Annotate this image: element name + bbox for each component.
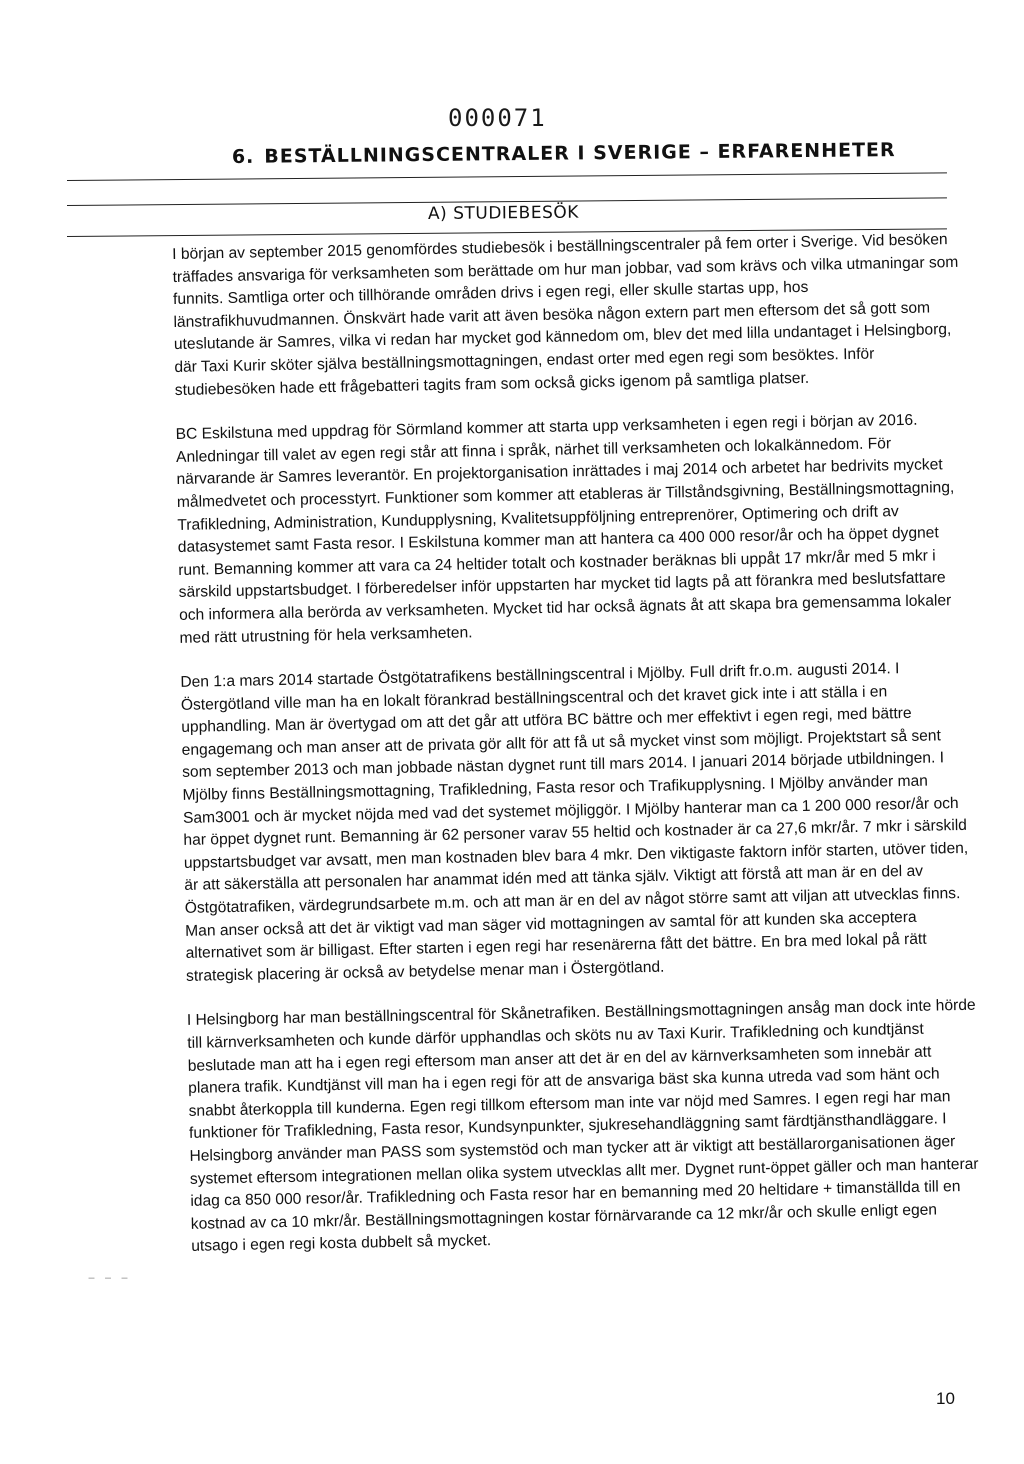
- heading-rule-top: [67, 172, 947, 181]
- paragraph-helsingborg: I Helsingborg har man beställningscentral för Skånetrafiken. Beställningsmottagningen ansåg man dock inte hörde till kärnverksamheten och kunde därför upphandlas och sköts nu av Taxi Kurir. Trafikledning och kundtjänst beslutade man att ha i egen regi eftersom man anser att det är en del av kärnverksamheten som innebär att planera trafik. Kundtjänst vill man ha i egen regi för att de ansvariga bäst ska kunna utreda vad som hänt och snabbt återkoppla till kunderna. Egen regi tillkom eftersom man inte var nöjd med Samres. I egen regi har man funktioner för Trafikledning, Fasta resor, Kundsynpunkter, sjukresehandläggning samt färdtjänsthandläggare. I Helsingborg använder man PASS som systemstöd och man tycker att är viktigt att beställarorganisationen äger systemet eftersom integrationen mellan olika system utvecklas allt mer. Dygnet runt-öppet gäller och man hanterar idag ca 850 000 resor/år. Trafikledning och Fasta resor har en bemanning med 20 heltidare + timanställda till en kostnad av ca 10 mkr/år. Beställningsmottagningen kostar förnärvarande ca 12 mkr/år och skulle enligt egen utsago i egen regi kosta dubbelt så mycket.: [186, 997, 979, 1256]
- body-text: [172, 229, 982, 1281]
- chapter-number: 6.: [231, 145, 255, 168]
- paragraph-mjolby: Den 1:a mars 2014 startade Östgötatrafikens beställningscentral i Mjölby. Full drift fr.o.m. augusti 2014. I Östergötland ville man ha en lokalt förankrad beställningscentral och det kravet gick inte i att ställa i en upphandling. Man är övertygad om att det går att utföra BC bättre och mer effektivt i egen regi, med bättre engagemang och man anser att de privata gör allt för att få ut så mycket vinst som möjligt. Projektstart så sent som september 2013 och man jobbade nästan dygnet runt till mars 2014. I januari 2014 började utbildningen. I Mjölby finns Beställningsmottagning, Trafikledning, Fasta resor och Trafikupplysning. I Mjölby använder man Sam3001 och är mycket nöjda med vad det systemet möjliggör. I Mjölby hanterar man ca 1 200 000 resor/år och har öppet dygnet runt. Bemanning är 62 personer varav 55 heltid och kostnader är ca 27,6 mkr/år. 7 mkr i särskild uppstartsbudget var avsatt, men man kostnaden blev bara 4 mkr. Den viktigaste faktorn inför starten, utöver tiden, är att säkerställa att personalen har anammat idén med att tänka själv. Viktigt att förstå att man är en del av Östgötatrafiken, värdegrundsarbete m.m. och att man är en del av något större samt att viljan att utvecklas finns. Man anser också att det är viktigt vad man säger vid mottagningen av samtal för att kunden ska acceptera alternativet som är billigast. Efter starten i egen regi har resenärerna fått det bättre. En bra med lokal på rätt strategisk placering är också av betydelse menar man i Östergötland.: [180, 660, 969, 985]
- chapter-heading: [232, 139, 896, 168]
- section-heading: A) STUDIEBESÖK: [427, 202, 579, 224]
- scan-artifact-dashes: ‒ ‒ ‒: [88, 1271, 131, 1284]
- paragraph-eskilstuna: BC Eskilstuna med uppdrag för Sörmland kommer att starta upp verksamheten i egen regi i början av 2016. Anledningar till valet av egen regi står att finna i språk, närhet till verksamheten och lokalkännedom. För närvarande är Samres leverantör. En projektorganisation inrättades i maj 2014 och arbetet har bedrivits mycket målmedvetet och processtyrt. Funktioner som kommer att etableras är Tillståndsgivning, Beställningsmottagning, Trafikledning, Administration, Kundupplysning, Kvalitetsuppföljning entreprenörer, Optimering och drift av datasystemet samt Fasta resor. I Eskilstuna kommer man att hantera ca 400 000 resor/år och ha öppet dygnet runt. Bemanning kommer att vara ca 24 heltider totalt och kostnader beräknas bli uppåt 17 mkr/år med 5 mkr i särskild uppstartsbudget. I förberedelser inför uppstarten har mycket tid lagts på att förankra med beslutsfattare och informera alla berörda av verksamheten. Mycket tid har också ägnats åt att skapa bra gemensamma lokaler med rätt utrustning för hela verksamheten.: [175, 411, 955, 647]
- chapter-title: BESTÄLLNINGSCENTRALER I SVERIGE – ERFARENHETER: [264, 139, 896, 168]
- page-number: 10: [936, 1389, 955, 1408]
- document-stamp-number: 000071: [448, 104, 547, 132]
- paragraph-studiebesok: I början av september 2015 genomfördes studiebesök i beställningscentraler på fem orter i Sverige. Vid besöken träffades ansvariga för verksamheten som berättade om hur man jobbar, vad som krävs och vilka utmaningar som funnits. Samtliga orter och tillhörande områden drivs i egen regi, eller skulle startas upp, hos länstrafikhuvudmannen. Önskvärt hade varit att även besöka någon extern part men eftersom det så gott som uteslutande är Samres, vilka vi redan har mycket god kännedom om, blev det med lilla undantaget i Helsingborg, där Taxi Kurir sköter själva beställningsmottagningen, endast orter med egen regi som besöktes. Inför studiebesöken hade ett frågebatteri tagits fram som också gicks igenom på samtliga platser.: [172, 231, 959, 399]
